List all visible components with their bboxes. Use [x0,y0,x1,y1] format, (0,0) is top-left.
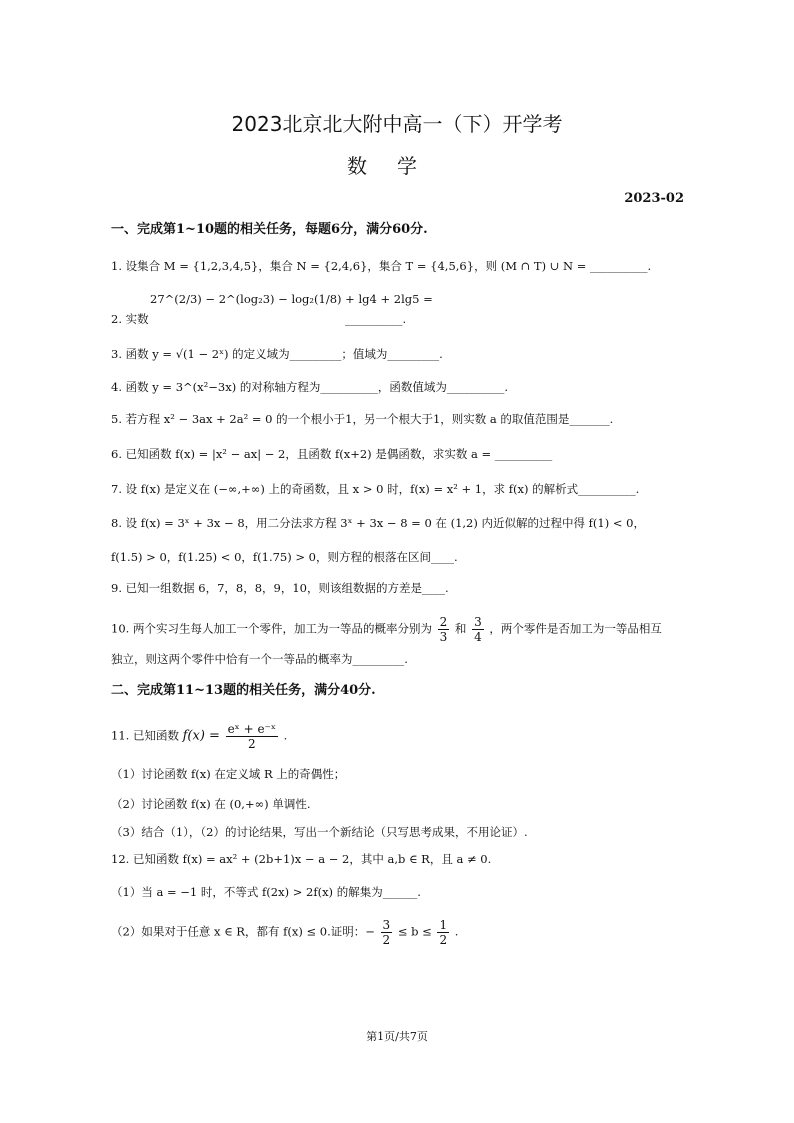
question-12-fraction-2 [437,918,449,947]
question-2-expression: 27^(2/3) − 2^(log₂3) − log₂(1/8) + lg4 + 2lg5 = [150,292,433,306]
question-11-fraction [226,722,278,751]
fraction-numerator: 3 [382,918,391,932]
question-2-blank: __________. [345,312,407,326]
section-2-heading: 二、完成第11~13题的相关任务，满分40分. [111,683,376,698]
question-3: 3. 函数 y = √(1 − 2ˣ) 的定义域为_________；值域为_________. [111,347,443,361]
exam-date: 2023-02 [624,191,684,206]
question-11-part-2: （2）讨论函数 f(x) 在 (0,+∞) 单调性. [111,797,311,811]
question-10-fraction-1 [438,615,450,644]
question-10-line-2: 独立，则这两个零件中恰有一个一等品的概率为_________. [111,652,408,666]
question-12-part-2 [111,918,694,947]
subject-title: 数学 [347,154,447,178]
question-1: 1. 设集合 M = {1,2,3,4,5}，集合 N = {2,4,6}，集合 T = {4,5,6}，则 (M ∩ T) ∪ N = __________. [111,259,652,273]
question-2-label: 2. 实数 [111,312,149,326]
question-12-fraction-1 [381,918,393,947]
question-6: 6. 已知函数 f(x) = |x² − ax| − 2，且函数 f(x+2) 是偶函数，求实数 a = __________ [111,447,553,461]
section-1-heading: 一、完成第1~10题的相关任务，每题6分，满分60分. [111,222,428,237]
question-10-line-1 [111,615,694,644]
question-11-part-1: （1）讨论函数 f(x) 在定义域 R 上的奇偶性； [111,767,346,781]
question-12-part-2-text: （2）如果对于任意 x ∈ R，都有 f(x) ≤ 0.证明：− [111,924,375,939]
fraction-numerator: 2 [439,615,448,629]
fraction-denominator: 2 [382,933,391,947]
question-5: 5. 若方程 x² − 3ax + 2a² = 0 的一个根小于1，另一个根大于1，则实数 a 的取值范围是_______. [111,412,614,426]
question-11-part-3: （3）结合（1），（2）的讨论结果，写出一个新结论（只写思考成果，不用论证）. [111,825,528,839]
question-11-line [111,722,694,751]
fraction-denominator: 3 [439,630,448,644]
fraction-denominator: 4 [474,630,482,644]
fraction-numerator: eˣ + e⁻ˣ [227,722,276,736]
question-4: 4. 函数 y = 3^(x²−3x) 的对称轴方程为__________，函数值域为__________. [111,380,508,394]
question-12-inequality: ≤ b ≤ [397,924,432,939]
fraction-numerator: 3 [474,615,482,629]
question-10-and: 和 [454,621,467,636]
fraction-denominator: 2 [439,933,448,947]
question-10-fraction-2 [472,615,484,644]
question-8-line-2: f(1.5) > 0，f(1.25) < 0，f(1.75) > 0，则方程的根落在区间____. [111,550,458,564]
question-11-label: 11. 已知函数 [111,728,179,743]
question-7: 7. 设 f(x) 是定义在 (−∞,+∞) 上的奇函数，且 x > 0 时，f(x) = x² + 1，求 f(x) 的解析式__________. [111,482,640,496]
question-12: 12. 已知函数 f(x) = ax² + (2b+1)x − a − 2，其中 a,b ∈ R，且 a ≠ 0. [111,852,492,866]
question-10-text-b: ，两个零件是否加工为一等品相互 [489,621,662,636]
question-10-text-a: 10. 两个实习生每人加工一个零件，加工为一等品的概率分别为 [111,621,432,636]
page-footer: 第1页/共7页 [366,1030,428,1043]
fraction-numerator: 1 [439,918,448,932]
question-12-end: . [454,924,459,939]
question-9: 9. 已知一组数据 6，7，8，8，9，10，则该组数据的方差是____. [111,581,449,595]
question-12-part-1: （1）当 a = −1 时，不等式 f(2x) > 2f(x) 的解集为______. [111,885,421,899]
fraction-denominator: 2 [247,737,256,751]
question-8-line-1: 8. 设 f(x) = 3ˣ + 3x − 8，用二分法求方程 3ˣ + 3x − 8 = 0 在 (1,2) 内近似解的过程中得 f(1) < 0， [111,516,645,530]
question-11-end: . [283,728,288,743]
exam-title: 2023北京北大附中高一（下）开学考 [231,112,563,136]
question-11-lhs: f(x) = [182,728,220,744]
